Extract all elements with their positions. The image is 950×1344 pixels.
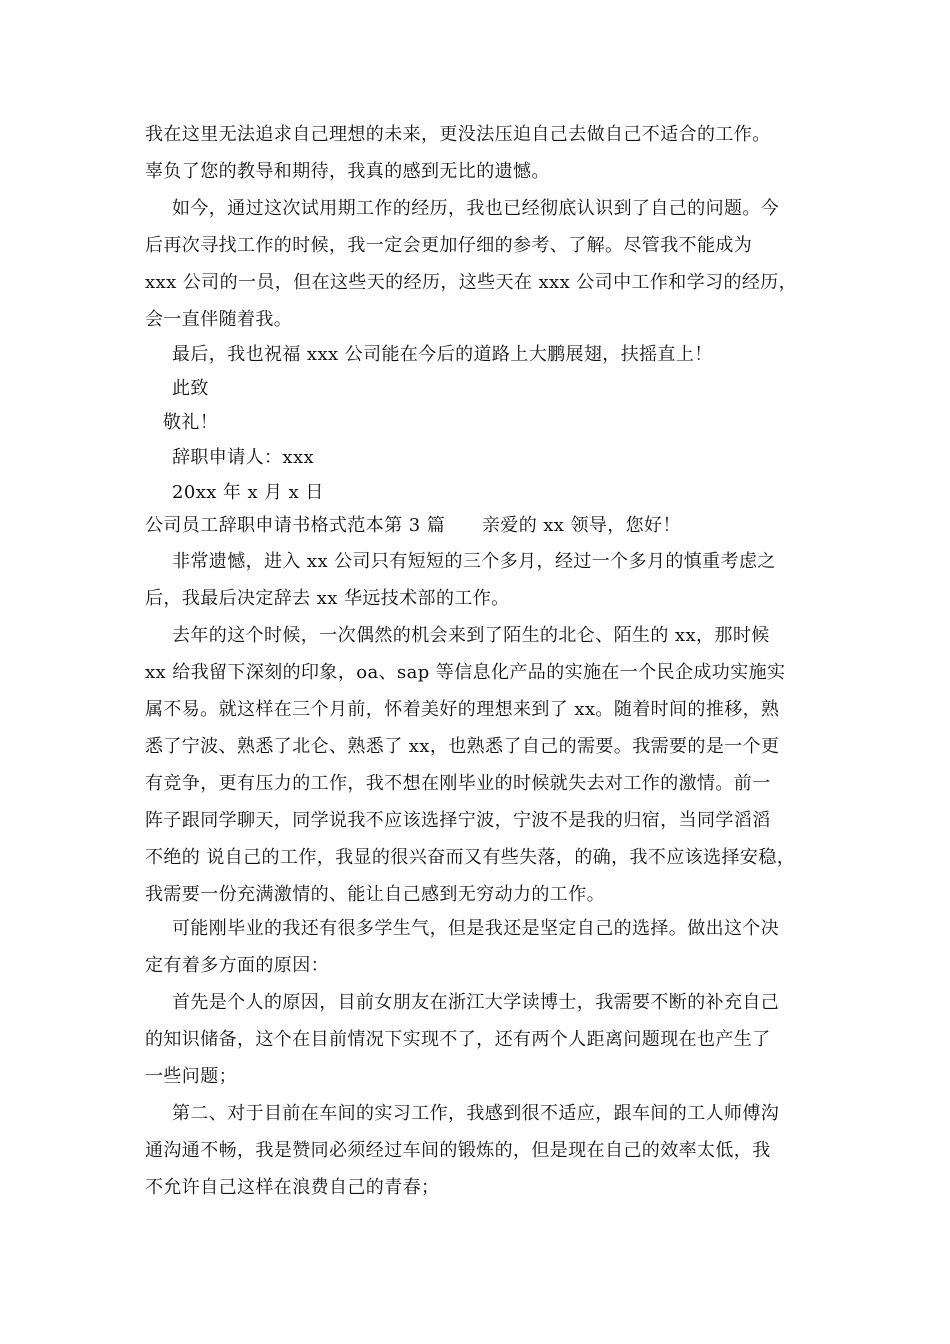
text-line: 有竞争，更有压力的工作，我不想在刚毕业的时候就失去对工作的激情。前一 [145, 773, 771, 794]
text-line: 后再次寻找工作的时候，我一定会更加仔细的参考、了解。尽管我不能成为 [145, 235, 753, 256]
text-line: 阵子跟同学聊天，同学说我不应该选择宁波，宁波不是我的归宿，当同学滔滔 [145, 810, 771, 831]
text-line: 辜负了您的教导和期待，我真的感到无比的遗憾。 [145, 161, 550, 182]
salutation-line: 敬礼！ [163, 412, 219, 433]
text-line: 首先是个人的原因，目前女朋友在浙江大学读博士，我需要不断的补充自己 [172, 992, 780, 1013]
text-line: 后，我最后决定辞去 xx 华远技术部的工作。 [145, 588, 510, 609]
text-line: 定有着多方面的原因： [145, 955, 329, 976]
signature-line: 辞职申请人：xxx [172, 447, 315, 468]
text-line: 悉了宁波、熟悉了北仑、熟悉了 xx，也熟悉了自己的需要。我需要的是一个更 [145, 736, 780, 757]
text-line: 我在这里无法追求自己理想的未来，更没法压迫自己去做自己不适合的工作。 [145, 124, 771, 145]
section-heading: 公司员工辞职申请书格式范本第 3 篇 亲爱的 xx 领导，您好！ [145, 515, 681, 536]
text-line: xxx 公司的一员，但在这些天的经历，这些天在 xxx 公司中工作和学习的经历， [145, 272, 798, 293]
text-line: 可能刚毕业的我还有很多学生气，但是我还是坚定自己的选择。做出这个决 [172, 918, 780, 939]
text-line: 我需要一份充满激情的、能让自己感到无穷动力的工作。 [145, 884, 605, 905]
text-line: 属不易。就这样在三个月前，怀着美好的理想来到了 xx。随着时间的推移，熟 [145, 699, 780, 720]
text-line: 不允许自己这样在浪费自己的青春； [145, 1177, 440, 1198]
text-line: 如今，通过这次试用期工作的经历，我也已经彻底认识到了自己的问题。今 [172, 198, 780, 219]
text-line: 非常遗憾，进入 xx 公司只有短短的三个多月，经过一个多月的慎重考虑之 [172, 551, 776, 572]
text-line: 一些问题； [145, 1066, 237, 1087]
text-line: 不绝的 说自己的工作，我显的很兴奋而又有些失落，的确，我不应该选择安稳， [145, 847, 796, 868]
text-line: 会一直伴随着我。 [145, 309, 293, 330]
text-line: 通沟通不畅，我是赞同必须经过车间的锻炼的，但是现在自己的效率太低，我 [145, 1140, 771, 1161]
text-line: 的知识储备，这个在目前情况下实现不了，还有两个人距离问题现在也产生了 [145, 1029, 771, 1050]
date-line: 20xx 年 x 月 x 日 [172, 482, 324, 503]
text-line: 去年的这个时候，一次偶然的机会来到了陌生的北仑、陌生的 xx，那时候 [172, 625, 770, 646]
text-line: 第二、对于目前在车间的实习工作，我感到很不适应，跟车间的工人师傅沟 [172, 1103, 780, 1124]
text-line: xx 给我留下深刻的印象，oa、sap 等信息化产品的实施在一个民企成功实施实 [145, 662, 786, 683]
closing-line: 此致 [172, 378, 209, 399]
text-line: 最后，我也祝福 xxx 公司能在今后的道路上大鹏展翅，扶摇直上！ [172, 344, 713, 365]
